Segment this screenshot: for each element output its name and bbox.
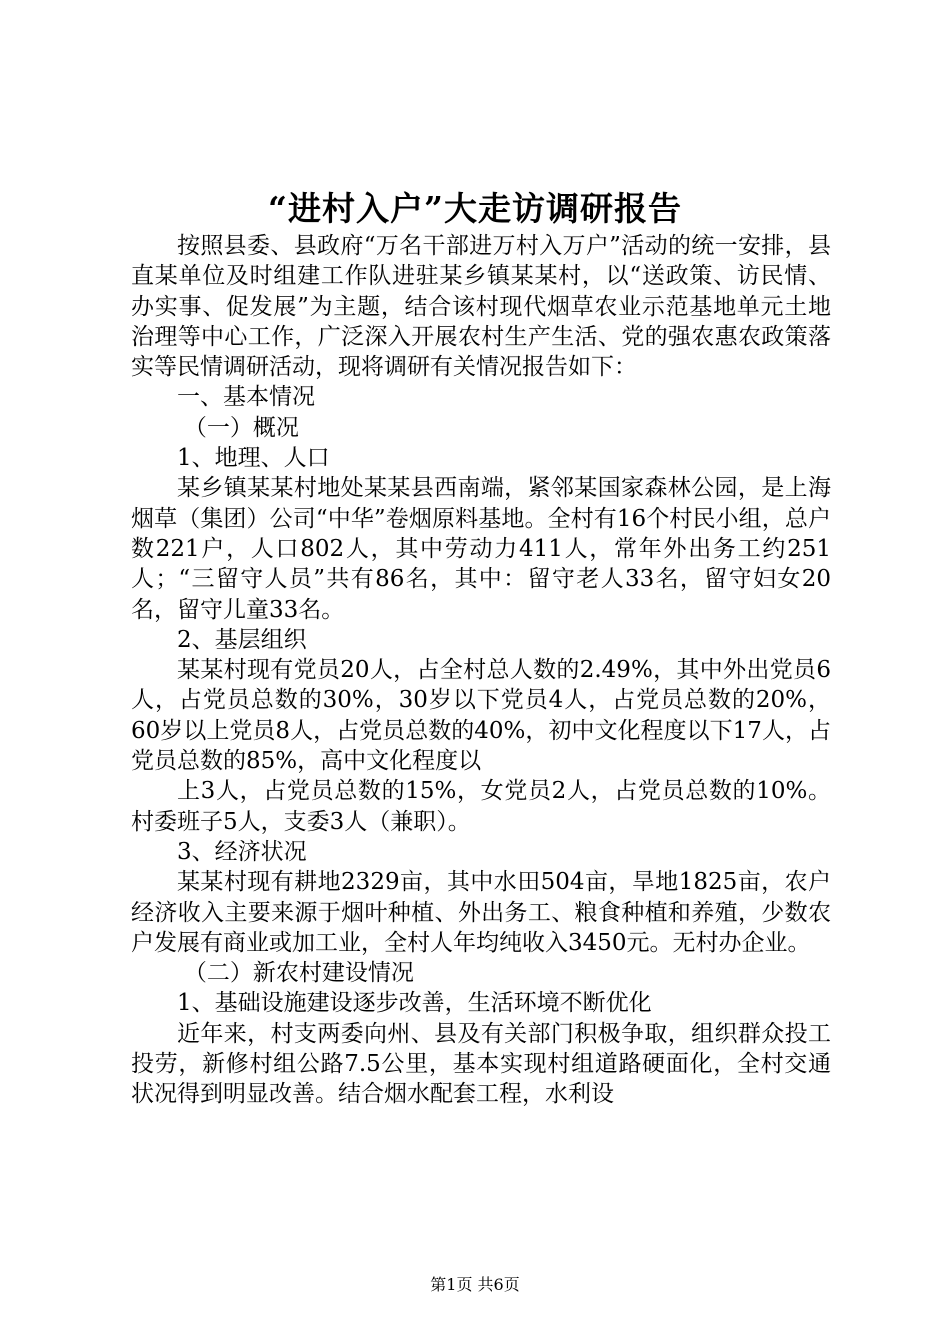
paragraph-economy: 某某村现有耕地2329亩，其中水田504亩，旱地1825亩，农户经济收入主要来源于烟叶种植、外出务工、粮食种植和养殖，少数农户发展有商业或加工业，全村人年均纯收入3450元。无村办企业。 bbox=[131, 869, 831, 956]
paragraph-organization: 某某村现有党员20人，占全村总人数的2.49%，其中外出党员6人，占党员总数的30%，30岁以下党员4人，占党员总数的20%，60岁以上党员8人，占党员总数的40%，初中文化程度以下17人，占党员总数的85%，高中文化程度以 bbox=[131, 657, 831, 775]
item-heading: 3、经济状况 bbox=[177, 838, 307, 865]
page-footer: 第1页 共6页 bbox=[430, 1275, 520, 1294]
item-heading: 1、基础设施建设逐步改善，生活环境不断优化 bbox=[177, 990, 652, 1017]
subsection-heading: （二）新农村建设情况 bbox=[183, 960, 414, 987]
paragraph-organization-cont: 上3人，占党员总数的15%，女党员2人，占党员总数的10%。村委班子5人，支委3人（兼职）。 bbox=[131, 778, 831, 835]
document-body bbox=[131, 231, 831, 1110]
paragraph-intro: 按照县委、县政府“万名干部进万村入万户”活动的统一安排，县直某单位及时组建工作队进驻某乡镇某某村，以“送政策、访民情、办实事、促发展”为主题，结合该村现代烟草农业示范基地单元土地治理等中心工作，广泛深入开展农村生产生活、党的强农惠农政策落实等民情调研活动，现将调研有关情况报告如下： bbox=[131, 233, 831, 381]
subsection-heading: （一）概况 bbox=[183, 414, 299, 441]
paragraph-geography: 某乡镇某某村地处某某县西南端，紧邻某国家森林公园，是上海烟草（集团）公司“中华”卷烟原料基地。全村有16个村民小组，总户数221户，人口802人，其中劳动力411人，常年外出务工约251人；“三留守人员”共有86名，其中：留守老人33名，留守妇女20名，留守儿童33名。 bbox=[131, 475, 831, 623]
item-heading: 1、地理、人口 bbox=[177, 445, 330, 472]
section-heading: 一、基本情况 bbox=[177, 384, 315, 411]
item-heading: 2、基层组织 bbox=[177, 626, 307, 653]
document-title: “进村入户”大走访调研报告 bbox=[268, 189, 682, 228]
paragraph-infrastructure: 近年来，村支两委向州、县及有关部门积极争取，组织群众投工投劳，新修村组公路7.5公里，基本实现村组道路硬面化，全村交通状况得到明显改善。结合烟水配套工程，水利设 bbox=[131, 1020, 831, 1108]
